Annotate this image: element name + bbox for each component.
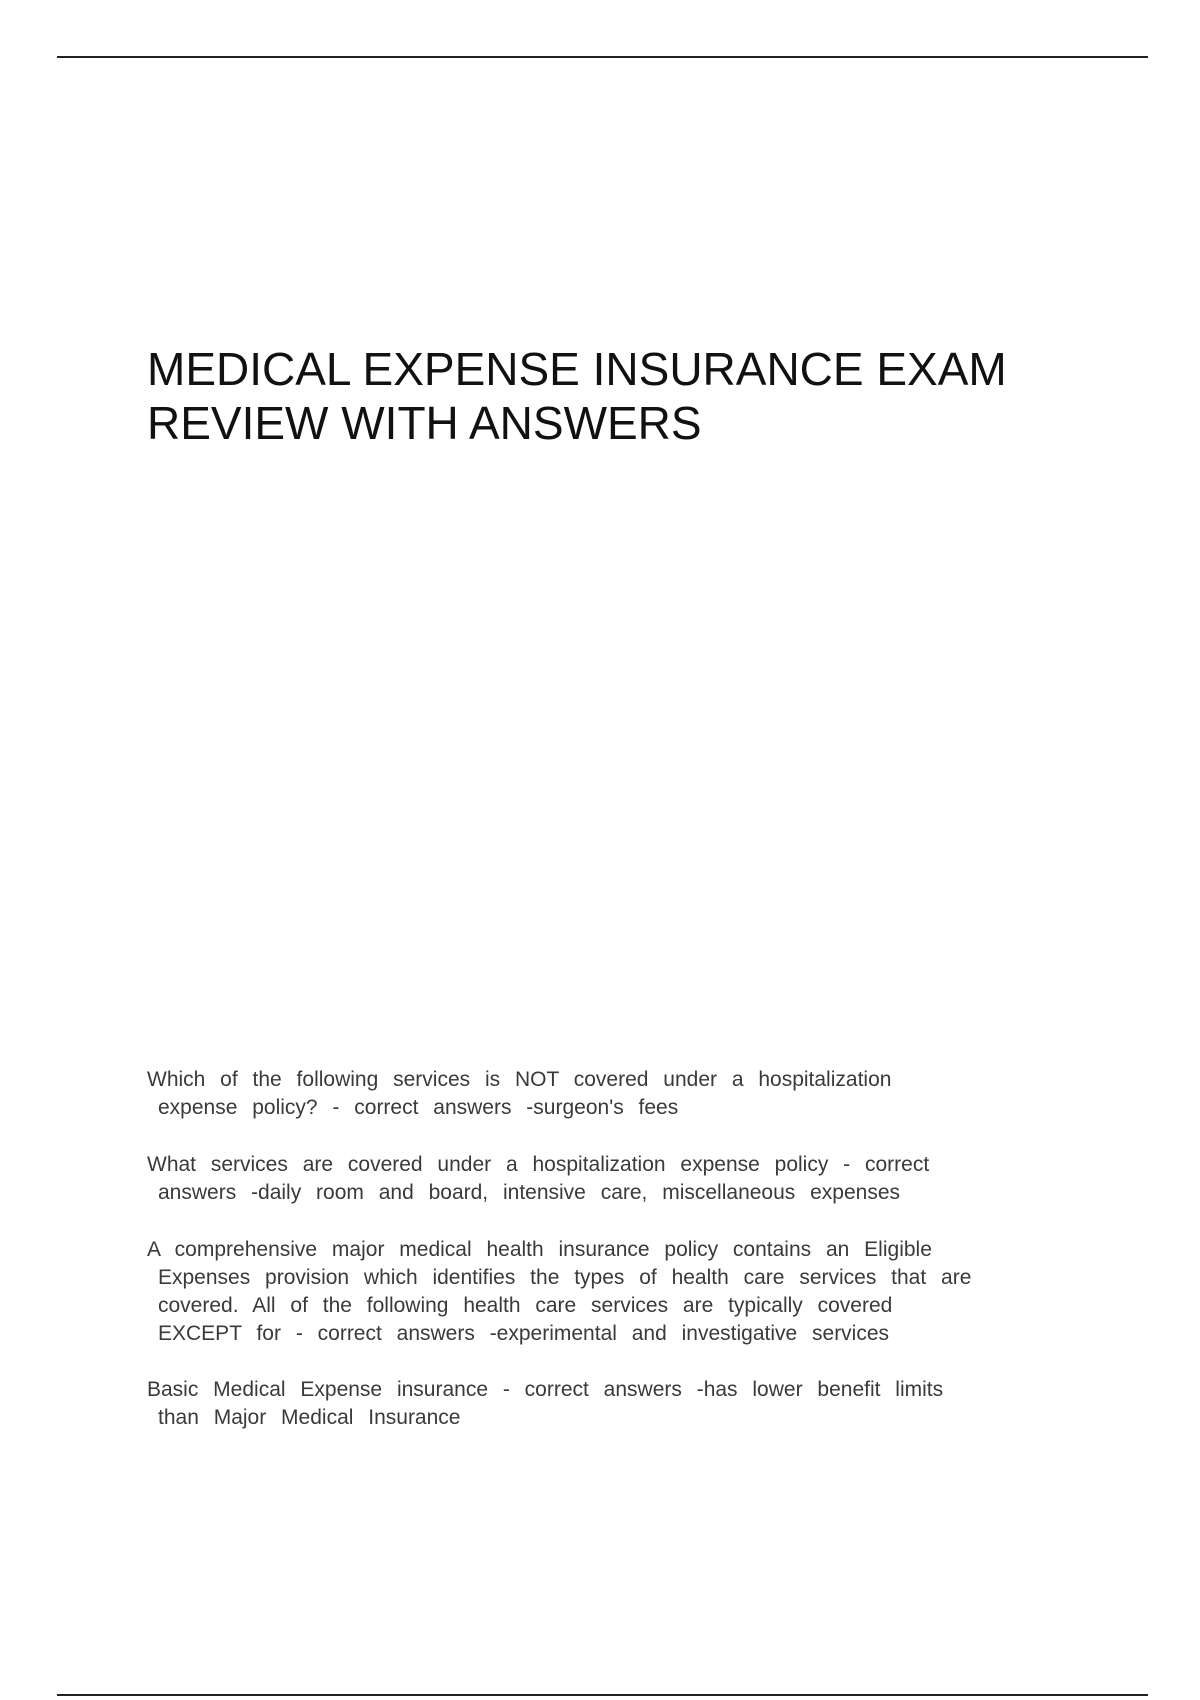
qa-line: Basic Medical Expense insurance - correct answers -has lower benefit limits [147, 1378, 944, 1401]
qa-line: than Major Medical Insurance [158, 1406, 461, 1429]
document-title [147, 342, 1007, 450]
qa-line: expense policy? - correct answers -surgeon's fees [158, 1096, 679, 1119]
qa-item [147, 1376, 943, 1432]
qa-line: What services are covered under a hospitalization expense policy - correct [147, 1153, 930, 1176]
top-rule [57, 56, 1148, 58]
title-line: REVIEW WITH ANSWERS [147, 397, 702, 449]
qa-line: Which of the following services is NOT covered under a hospitalization [147, 1068, 892, 1091]
bottom-rule [57, 1694, 1148, 1696]
qa-line: A comprehensive major medical health insurance policy contains an Eligible [147, 1238, 932, 1261]
qa-line: Expenses provision which identifies the types of health care services that are [158, 1266, 972, 1289]
qa-line: answers -daily room and board, intensive care, miscellaneous expenses [158, 1181, 901, 1204]
qa-line: covered. All of the following health care services are typically covered [158, 1294, 893, 1317]
title-line: MEDICAL EXPENSE INSURANCE EXAM [147, 343, 1007, 395]
qa-item [147, 1066, 891, 1122]
qa-item [147, 1151, 929, 1207]
qa-item [147, 1236, 971, 1348]
qa-line: EXCEPT for - correct answers -experimental and investigative services [158, 1322, 890, 1345]
